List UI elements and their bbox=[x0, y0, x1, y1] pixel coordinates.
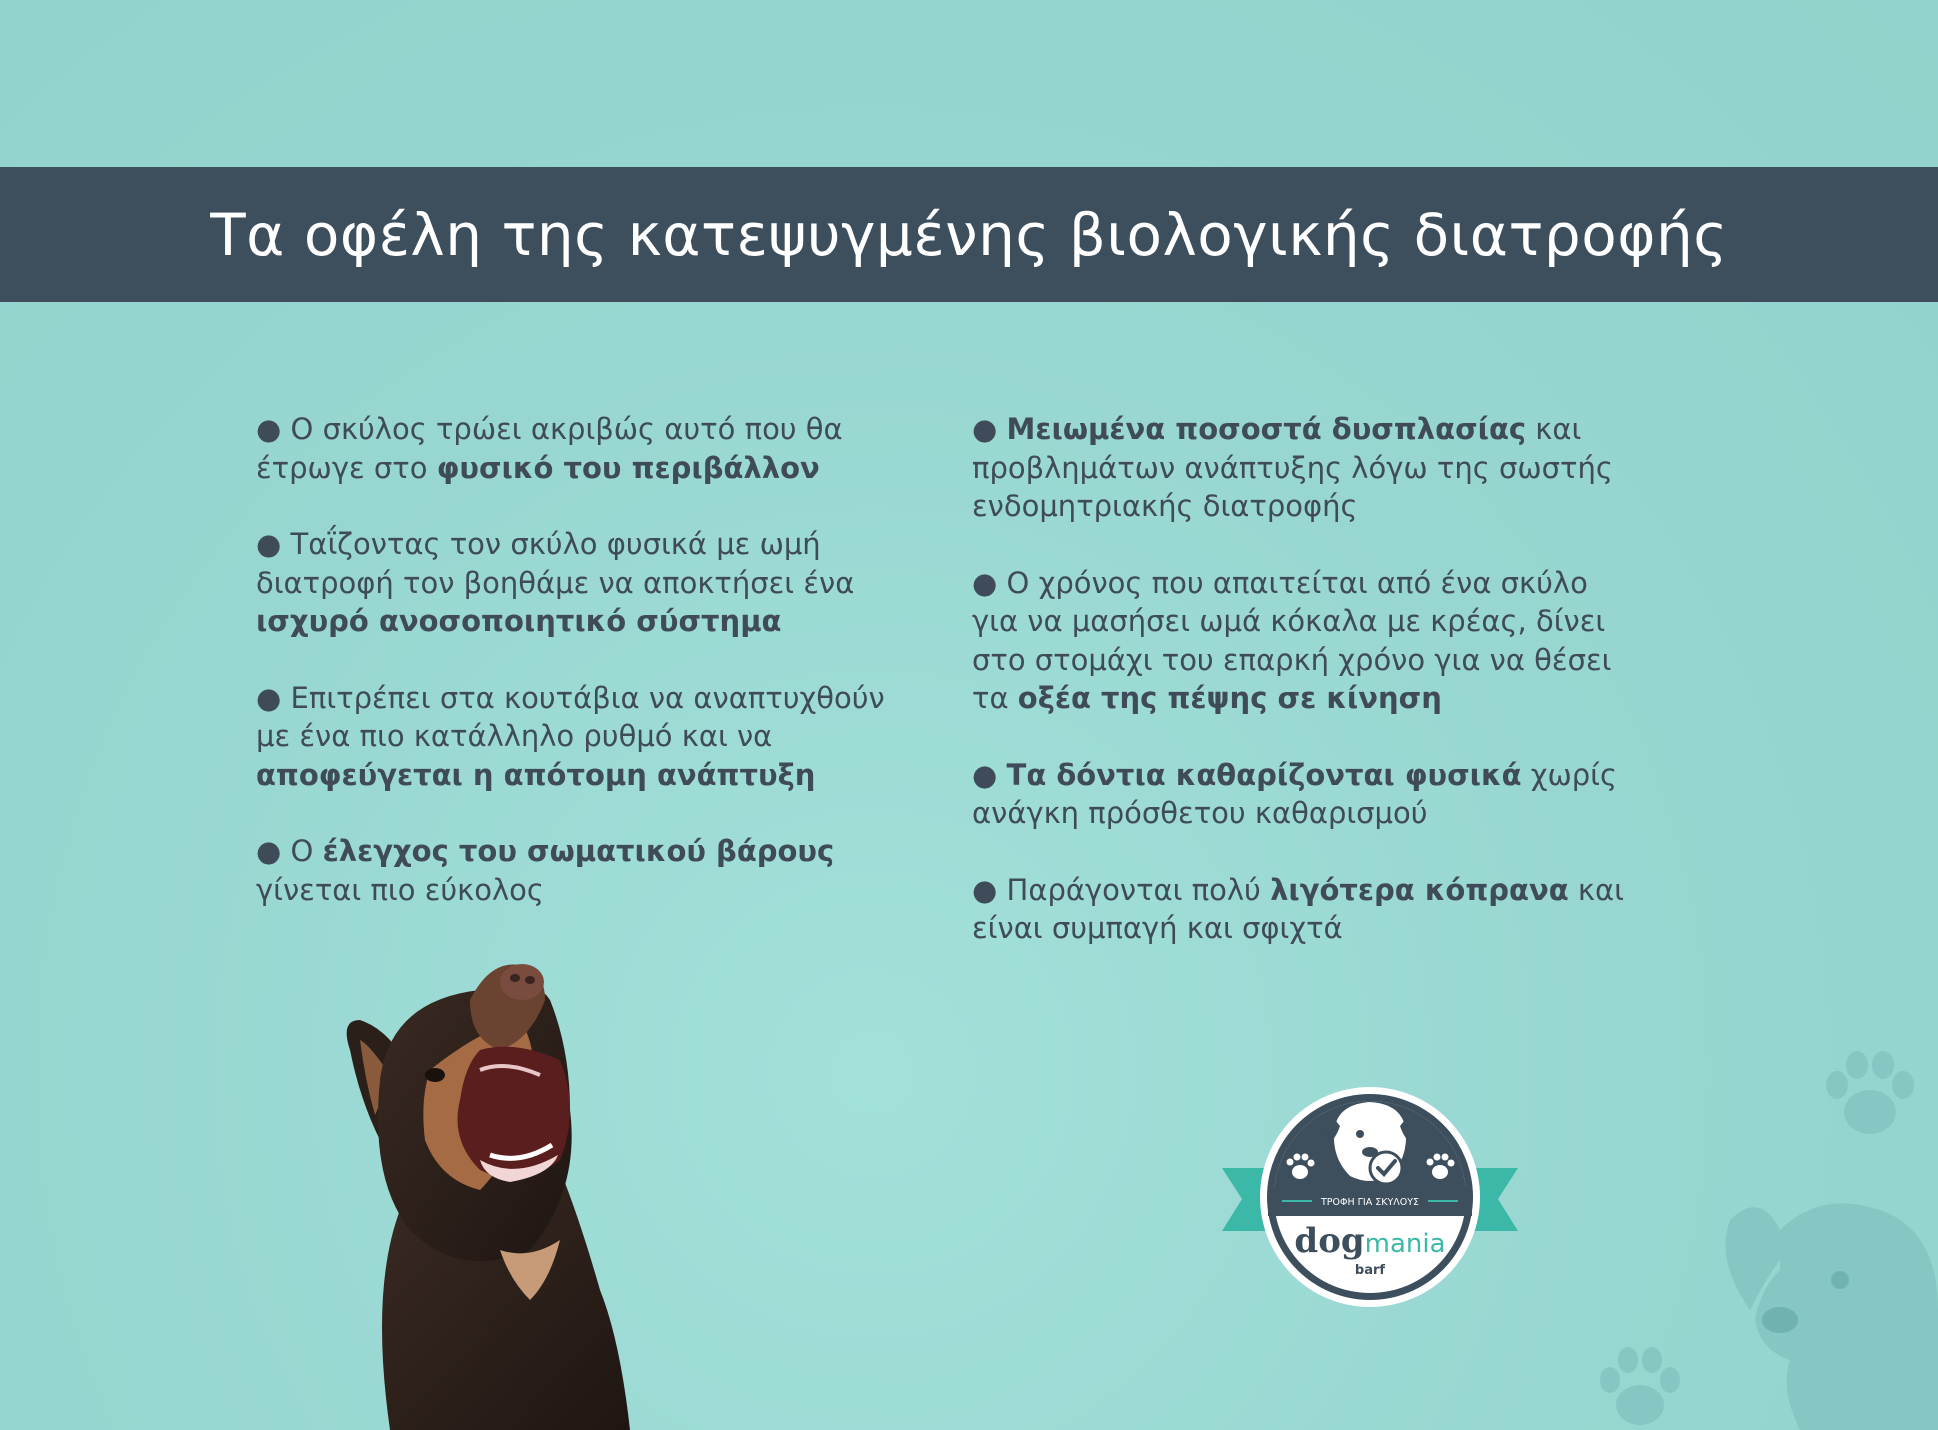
logo-ribbon-text: ΤΡΟΦΗ ΓΙΑ ΣΚΥΛΟΥΣ bbox=[1320, 1197, 1420, 1208]
benefits-left-column bbox=[256, 410, 926, 947]
bullet-icon: ● bbox=[972, 757, 998, 792]
benefit-highlight: Μειωμένα ποσοστά δυσπλασίας bbox=[1006, 412, 1527, 446]
bullet-icon: ● bbox=[256, 527, 282, 561]
paw-icon bbox=[1815, 1040, 1925, 1150]
logo-brand-mania: mania bbox=[1364, 1229, 1446, 1259]
bullet-icon: ● bbox=[256, 412, 282, 446]
dogmania-logo bbox=[1220, 1086, 1520, 1308]
benefit-text: Επιτρέπει στα κουτάβια να αναπτυχθούν με ένα πιο κατάλληλο ρυθμό και να bbox=[256, 680, 885, 753]
benefit-item bbox=[972, 756, 1642, 833]
benefit-text: Ο σκύλος τρώει ακριβώς αυτό που θα έτρωγε στο bbox=[256, 412, 843, 485]
logo-brand-dog: dog bbox=[1294, 1221, 1365, 1261]
benefit-highlight: έλεγχος του σωματικού βάρους bbox=[322, 834, 835, 868]
benefit-highlight: αποφεύγεται η απότομη ανάπτυξη bbox=[256, 757, 816, 792]
title-banner bbox=[0, 167, 1938, 302]
benefit-text: Παράγονται πολύ bbox=[997, 872, 1271, 907]
benefit-item bbox=[256, 832, 926, 909]
benefit-item bbox=[256, 679, 926, 795]
benefit-item bbox=[256, 410, 926, 487]
bullet-icon: ● bbox=[972, 412, 998, 446]
benefit-text: Ο bbox=[281, 834, 323, 868]
benefit-item bbox=[256, 525, 926, 641]
dog-photo bbox=[330, 960, 690, 1430]
benefit-highlight: οξέα της πέψης σε κίνηση bbox=[1017, 681, 1442, 715]
bullet-icon: ● bbox=[972, 872, 998, 907]
benefit-highlight: φυσικό του περιβάλλον bbox=[436, 450, 820, 485]
benefit-highlight: λιγότερα κόπρανα bbox=[1270, 872, 1569, 907]
benefit-item bbox=[972, 871, 1642, 948]
page-title: Τα οφέλη της κατεψυγμένης βιολογικής διατροφής bbox=[210, 200, 1728, 269]
benefits-right-column bbox=[972, 410, 1642, 986]
bullet-icon: ● bbox=[972, 565, 998, 600]
benefit-text bbox=[997, 758, 1006, 792]
benefit-text bbox=[997, 412, 1006, 446]
benefit-item bbox=[972, 410, 1642, 526]
benefit-text: χωρίς ανάγκη πρόσθετου καθαρισμού bbox=[972, 757, 1618, 830]
dog-head-icon bbox=[1720, 1170, 1938, 1430]
bullet-icon: ● bbox=[256, 834, 282, 868]
benefit-highlight: Τα δόντια καθαρίζονται φυσικά bbox=[1006, 757, 1522, 792]
benefit-text: Ο χρόνος που απαιτείται από ένα σκύλο για να μασήσει ωμά κόκαλα με κρέας, δίνει στο στομάχι του επαρκή χρόνο για να θέσει τα bbox=[972, 565, 1612, 715]
benefit-text: και είναι συμπαγή και σφιχτά bbox=[972, 872, 1624, 945]
benefit-highlight: ισχυρό ανοσοποιητικό σύστημα bbox=[256, 604, 782, 638]
benefit-item bbox=[972, 564, 1642, 718]
benefit-text: Ταΐζοντας τον σκύλο φυσικά με ωμή διατροφή τον βοηθάμε να αποκτήσει ένα bbox=[256, 527, 855, 600]
bullet-icon: ● bbox=[256, 680, 282, 715]
benefit-text: και προβλημάτων ανάπτυξης λόγω της σωστής ενδομητριακής διατροφής bbox=[972, 412, 1613, 523]
benefit-text: γίνεται πιο εύκολος bbox=[256, 872, 544, 907]
logo-sub: barf bbox=[1354, 1263, 1386, 1278]
paw-icon bbox=[1590, 1335, 1690, 1430]
